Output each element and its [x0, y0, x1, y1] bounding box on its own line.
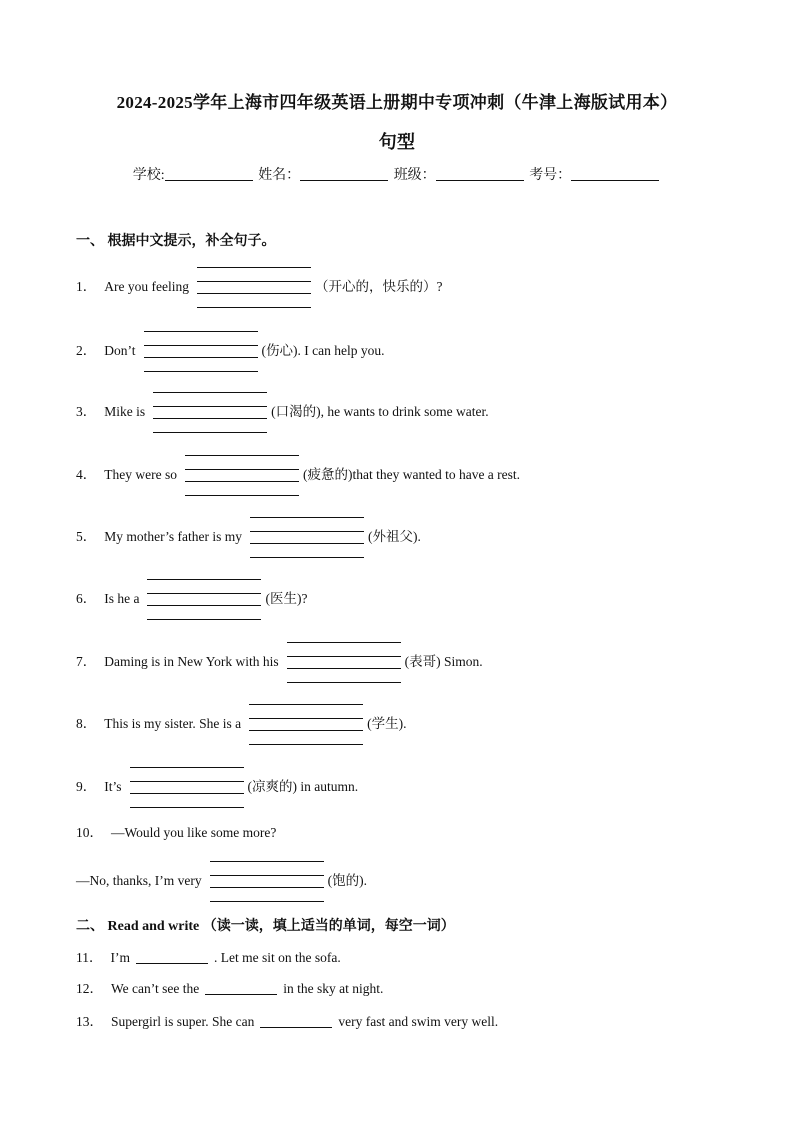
question-number: 5．	[76, 529, 97, 544]
hint-text: (饱的).	[327, 873, 367, 888]
question-number: 12．	[76, 981, 103, 996]
question-number: 11．	[76, 950, 103, 965]
section-2-heading: 二、 Read and write （读一读，填上适当的单词，每空一词）	[76, 919, 455, 934]
hint-text: (表哥) Simon.	[404, 654, 483, 669]
answer-blank[interactable]	[197, 281, 311, 295]
question-number: 6．	[76, 591, 97, 606]
hint-text: (外祖父).	[367, 529, 421, 544]
question-text: Daming is in New York with his	[104, 654, 279, 669]
answer-blank[interactable]	[153, 406, 267, 420]
exam-number-label: 考号：	[529, 168, 572, 183]
question-number: 4．	[76, 467, 97, 482]
question-5	[76, 525, 421, 545]
question-text: We can’t see the	[111, 981, 200, 996]
answer-blank[interactable]	[147, 593, 261, 607]
document-title: 2024-2025学年上海市四年级英语上册期中专项冲刺（牛津上海版试用本）	[116, 93, 678, 112]
answer-blank[interactable]	[130, 781, 244, 795]
document-subtitle: 句型	[378, 132, 416, 152]
hint-text: (医生)?	[265, 591, 308, 606]
section-1-heading: 一、 根据中文提示，补全句子。	[76, 234, 276, 249]
hint-text: (伤心). I can help you.	[261, 343, 385, 358]
answer-blank[interactable]	[287, 656, 401, 670]
question-2	[76, 339, 384, 359]
question-8	[76, 712, 407, 732]
question-text: It’s	[104, 779, 122, 794]
hint-text: (凉爽的) in autumn.	[247, 779, 359, 794]
question-text-end: very fast and swim very well.	[338, 1014, 499, 1029]
answer-blank[interactable]	[260, 1015, 332, 1028]
question-text: Mike is	[104, 404, 146, 419]
answer-blank[interactable]	[210, 875, 324, 889]
question-text: Are you feeling	[104, 279, 189, 294]
hint-text: (疲惫的)that they wanted to have a rest.	[302, 467, 521, 482]
question-number: 3．	[76, 404, 97, 419]
question-text: Is he a	[104, 591, 140, 606]
question-text: Don’t	[104, 343, 136, 358]
question-text: This is my sister. She is a	[104, 716, 242, 731]
question-6	[76, 587, 307, 607]
hint-text: (学生).	[367, 716, 407, 731]
answer-blank[interactable]	[144, 345, 258, 359]
question-text: They were so	[104, 467, 177, 482]
answer-blank[interactable]	[136, 951, 208, 964]
answer-blank[interactable]	[205, 982, 277, 995]
answer-blank[interactable]	[250, 531, 364, 545]
question-3	[76, 400, 489, 420]
question-number: 7．	[76, 654, 97, 669]
question-number: 9．	[76, 779, 97, 794]
question-13	[76, 1010, 498, 1030]
name-label: 姓名：	[258, 168, 301, 183]
question-number: 1．	[76, 279, 97, 294]
question-number: 8．	[76, 716, 97, 731]
question-1	[76, 275, 442, 295]
question-text-end: . Let me sit on the sofa.	[214, 950, 341, 965]
school-field[interactable]	[165, 166, 253, 181]
question-10-answer	[76, 869, 367, 889]
dialogue-line: —Would you like some more?	[111, 825, 277, 840]
answer-blank[interactable]	[249, 718, 363, 732]
question-9	[76, 775, 358, 795]
question-text: I’m	[110, 950, 130, 965]
name-field[interactable]	[300, 166, 388, 181]
question-text: My mother’s father is my	[104, 529, 242, 544]
question-text-end: in the sky at night.	[283, 981, 384, 996]
class-field[interactable]	[436, 166, 524, 181]
school-label: 学校:	[132, 168, 165, 183]
question-12	[76, 977, 383, 997]
question-text: —No, thanks, I’m very	[76, 873, 202, 888]
exam-number-field[interactable]	[571, 166, 659, 181]
hint-text: （开心的，快乐的）?	[314, 279, 443, 294]
question-number: 2．	[76, 343, 97, 358]
hint-text: (口渴的), he wants to drink some water.	[271, 404, 489, 419]
question-7	[76, 650, 483, 670]
class-label: 班级：	[393, 168, 436, 183]
question-11	[76, 946, 341, 966]
question-text: Supergirl is super. She can	[111, 1014, 255, 1029]
answer-blank[interactable]	[185, 469, 299, 483]
student-info-row	[0, 164, 794, 184]
question-4	[76, 463, 520, 483]
question-10	[76, 821, 276, 841]
question-number: 13．	[76, 1014, 103, 1029]
question-number: 10．	[76, 825, 103, 840]
